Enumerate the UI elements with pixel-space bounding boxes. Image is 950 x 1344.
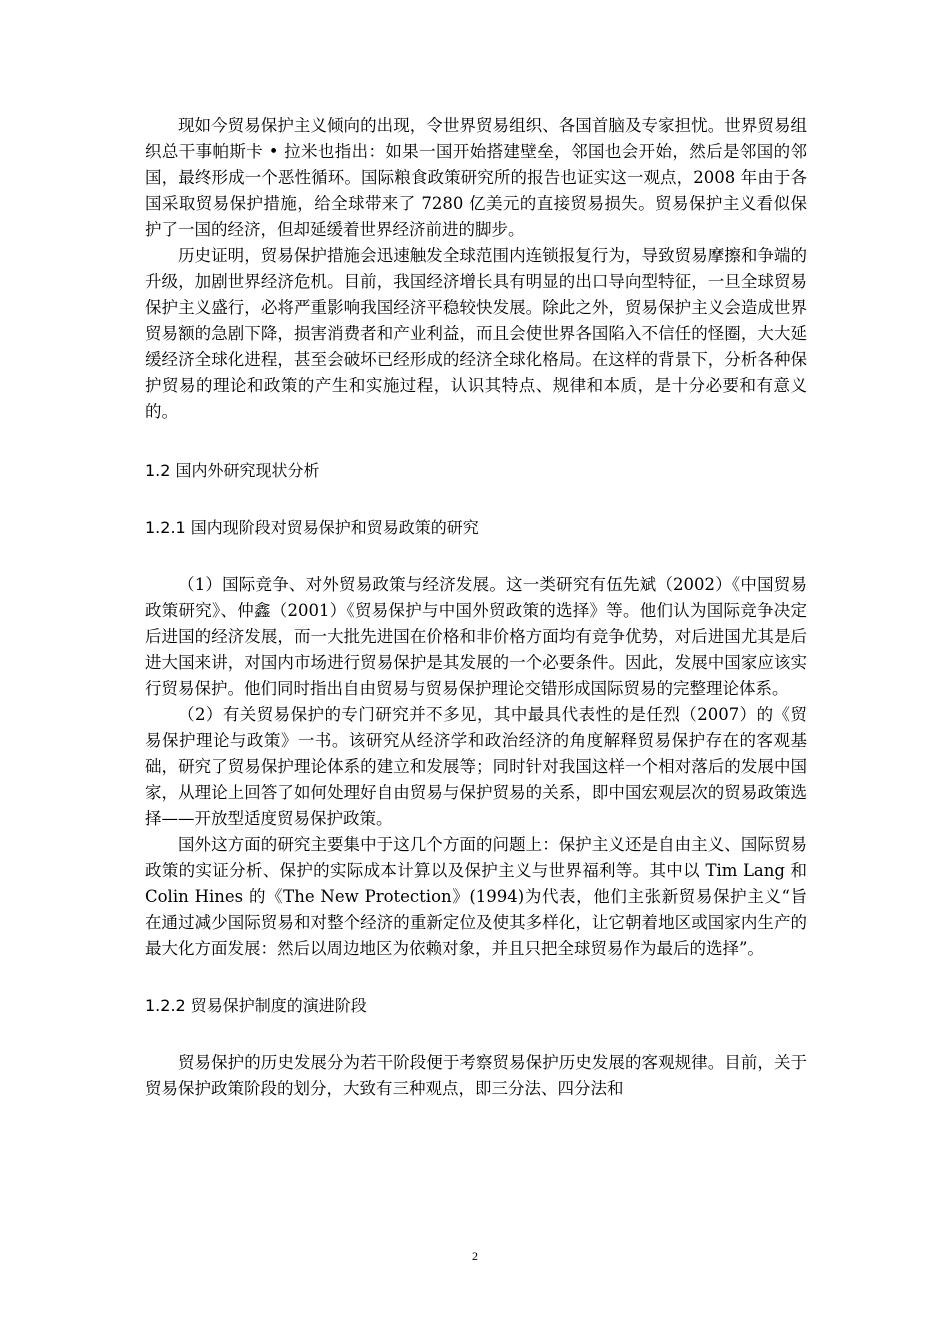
subsection-1-2-1-paragraph-2: （2）有关贸易保护的专门研究并不多见，其中最具代表性的是任烈（2007）的《贸易保护理论与政策》一书。该研究从经济学和政治经济的角度解释贸易保护存在的客观基础，研究了贸易保护理论体系的建立和发展等；同时针对我国这样一个相对落后的发展中国家，从理论上回答了如何处理好自由贸易与保护贸易的关系，即中国宏观层次的贸易政策选择——开放型适度贸易保护政策。 — [145, 705, 807, 828]
section-heading-1-2: 1.2 国内外研究现状分析 — [145, 461, 320, 480]
subsection-heading-1-2-1: 1.2.1 国内现阶段对贸易保护和贸易政策的研究 — [145, 518, 479, 537]
intro-paragraph-1: 现如今贸易保护主义倾向的出现，令世界贸易组织、各国首脑及专家担忧。世界贸易组织总干事帕斯卡 • 拉米也指出：如果一国开始搭建壁垒，邻国也会开始，然后是邻国的邻国，最终形成一个恶性循环。国际粮食政策研究所的报告也证实这一观点，2008 年由于各国采取贸易保护措施，给全球带来了 7280 亿美元的直接贸易损失。贸易保护主义看似保护了一国的经济，但却延缓着世界经济前进的脚步。 — [145, 116, 807, 239]
subsection-1-2-1-paragraph-1: （1）国际竞争、对外贸易政策与经济发展。这一类研究有伍先斌（2002）《中国贸易政策研究》、仲鑫（2001）《贸易保护与中国外贸政策的选择》等。他们认为国际竞争决定后进国的经济发展，而一大批先进国在价格和非价格方面均有竞争优势，对后进国尤其是后进大国来讲，对国内市场进行贸易保护是其发展的一个必要条件。因此，发展中国家应该实行贸易保护。他们同时指出自由贸易与贸易保护理论交错形成国际贸易的完整理论体系。 — [145, 575, 807, 698]
intro-paragraph-2: 历史证明，贸易保护措施会迅速触发全球范围内连锁报复行为，导致贸易摩擦和争端的升级，加剧世界经济危机。目前，我国经济增长具有明显的出口导向型特征，一旦全球贸易保护主义盛行，必将严重影响我国经济平稳较快发展。除此之外，贸易保护主义会造成世界贸易额的急剧下降，损害消费者和产业利益，而且会使世界各国陷入不信任的怪圈，大大延缓经济全球化进程，甚至会破坏已经形成的经济全球化格局。在这样的背景下，分析各种保护贸易的理论和政策的产生和实施过程，认识其特点、规律和本质，是十分必要和有意义的。 — [145, 246, 807, 421]
subsection-heading-1-2-2: 1.2.2 贸易保护制度的演进阶段 — [145, 996, 367, 1015]
page-number: 2 — [472, 1249, 478, 1263]
subsection-1-2-1-paragraph-3: 国外这方面的研究主要集中于这几个方面的问题上：保护主义还是自由主义、国际贸易政策的实证分析、保护的实际成本计算以及保护主义与世界福利等。其中以 Tim Lang 和 Colin Hines 的《The New Protection》(1994)为代表，他们主张新贸易保护主义“旨在通过减少国际贸易和对整个经济的重新定位及使其多样化，让它朝着地区或国家内生产的最大化方面发展：然后以周边地区为依赖对象，并且只把全球贸易作为最后的选择”。 — [145, 835, 807, 958]
subsection-1-2-2-paragraph-1: 贸易保护的历史发展分为若干阶段便于考察贸易保护历史发展的客观规律。目前，关于贸易保护政策阶段的划分，大致有三种观点，即三分法、四分法和 — [145, 1053, 807, 1098]
document-page-body — [145, 113, 807, 1102]
